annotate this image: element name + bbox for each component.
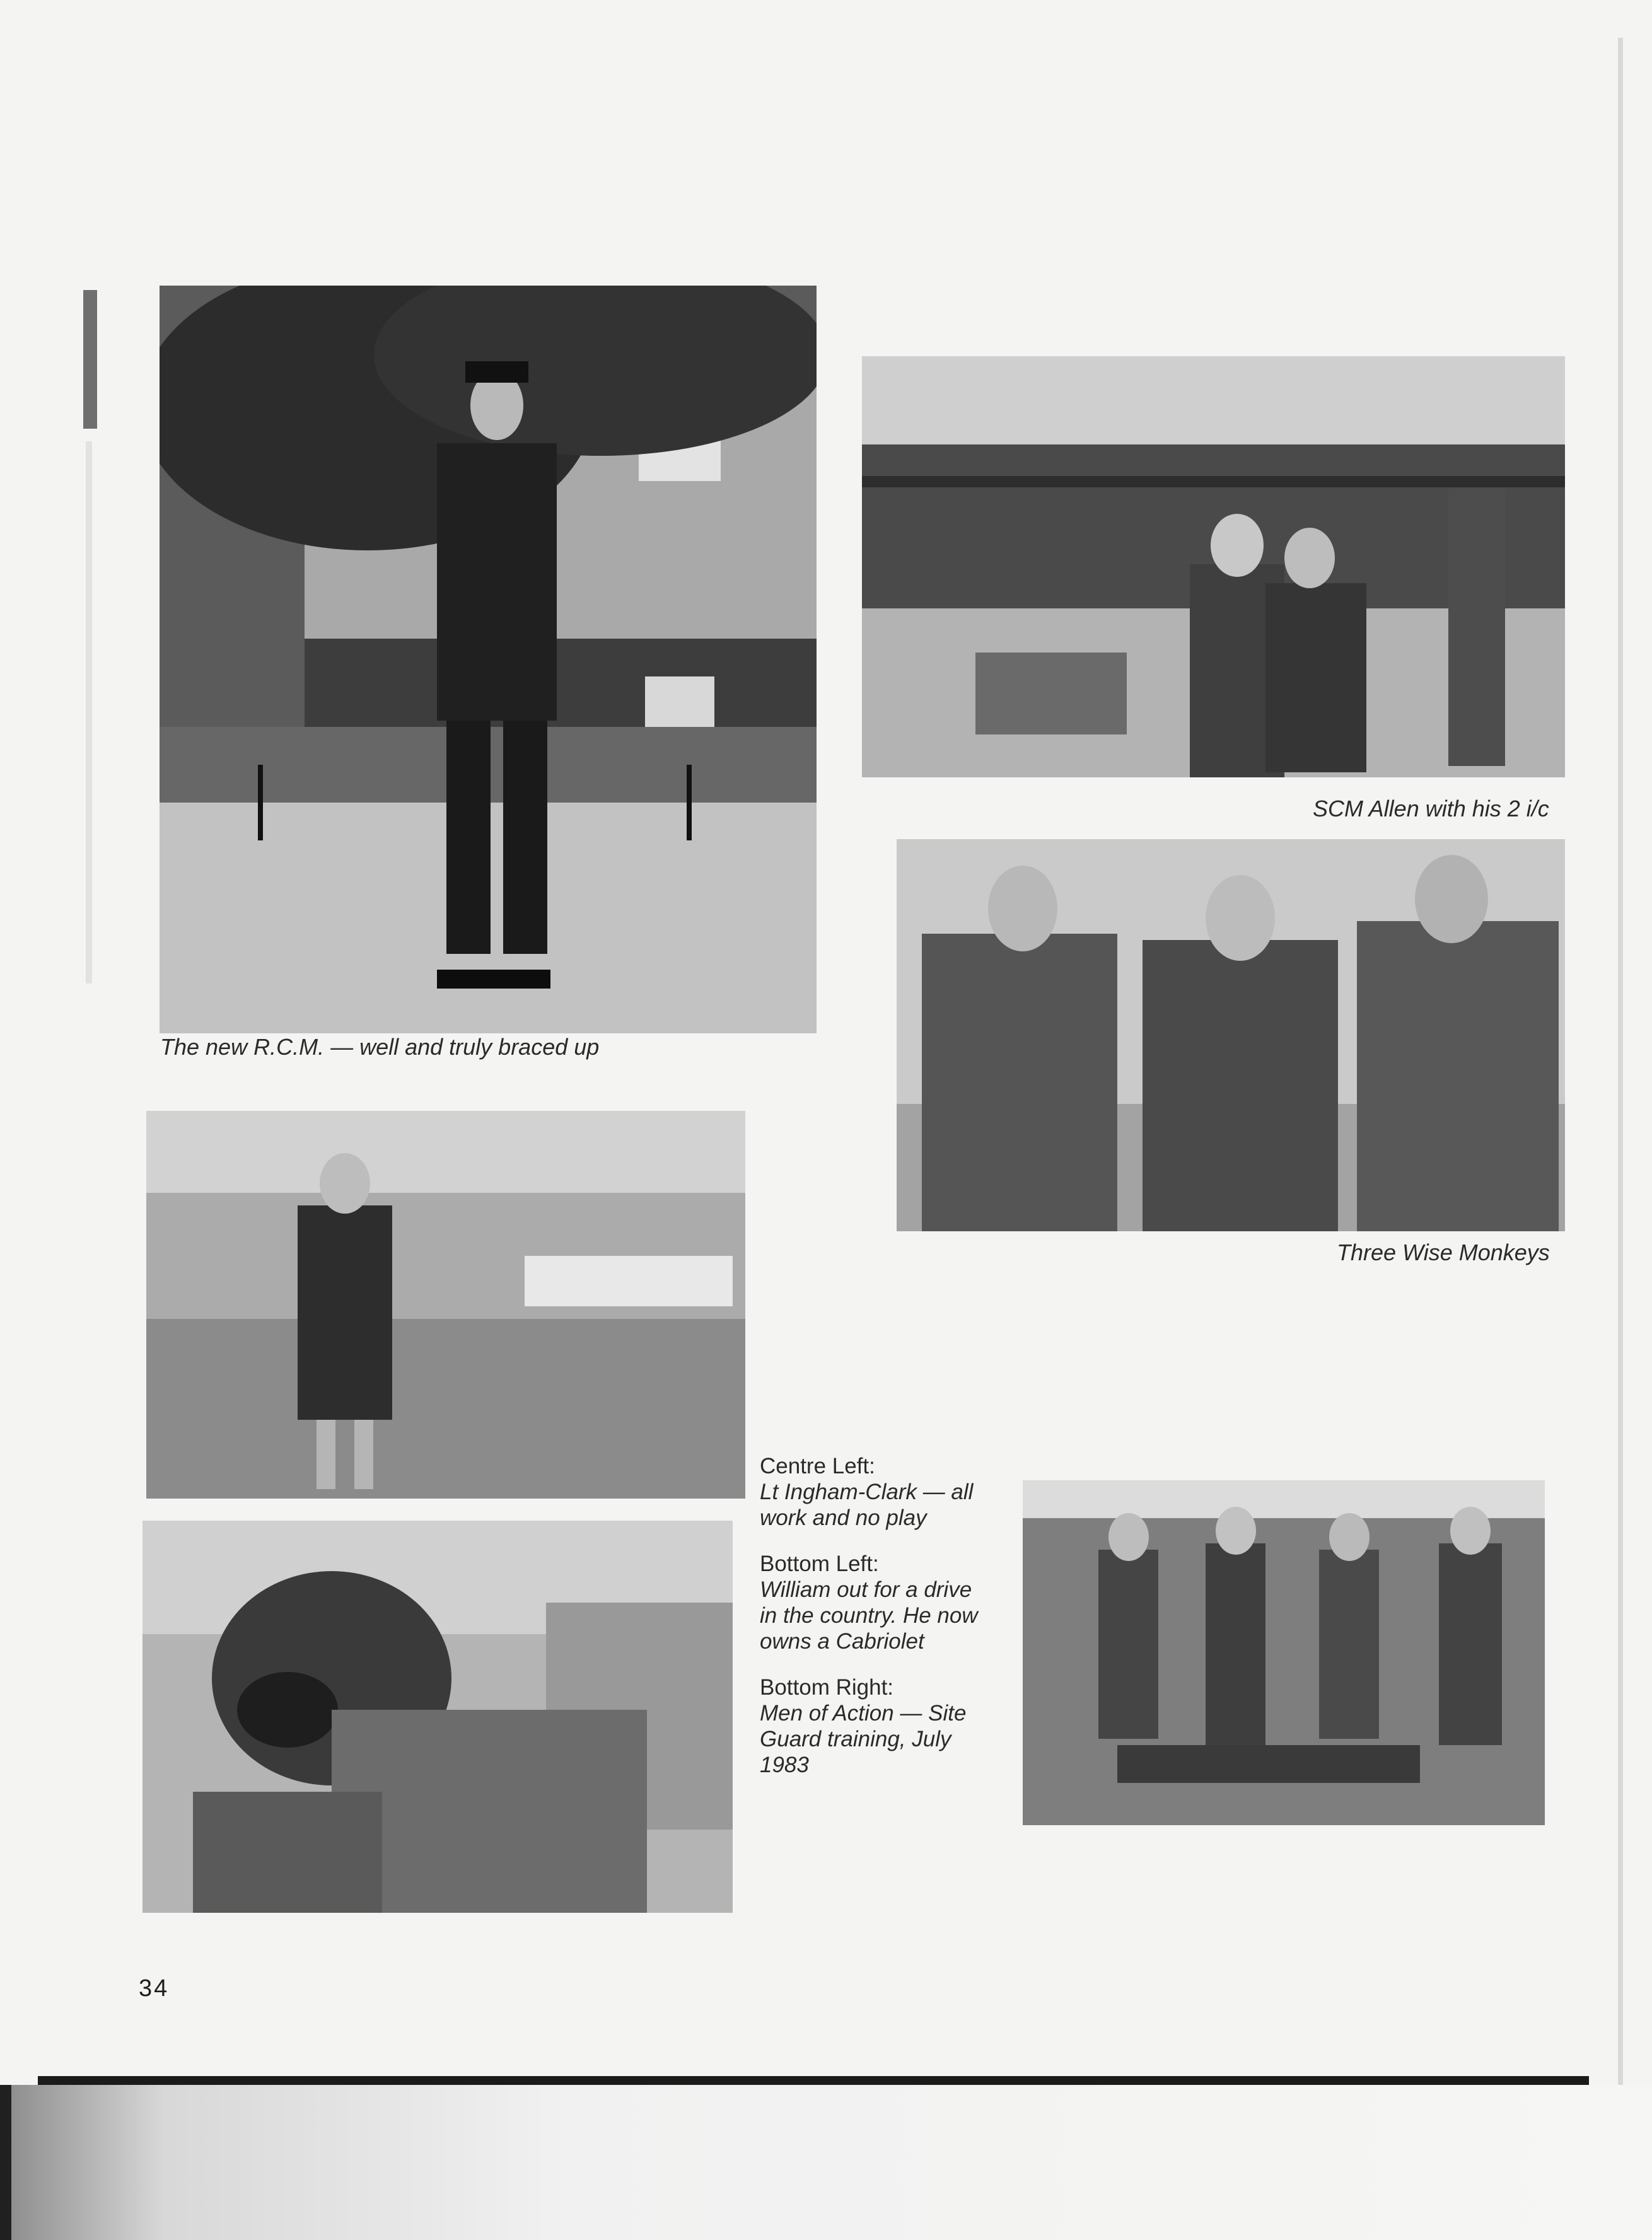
photo-rcm (160, 286, 817, 1033)
side-captions (760, 1453, 1025, 1798)
caption-centre-left-heading: Centre Left: (760, 1454, 875, 1478)
caption-bottom-left-text: William out for a drive in the country. He now owns a Cabriolet (760, 1577, 978, 1654)
page-edge-left-light (86, 441, 92, 984)
photo-bottom-left (143, 1521, 733, 1913)
page-number: 34 (139, 1975, 170, 2002)
caption-bottom-right-heading: Bottom Right: (760, 1675, 894, 1700)
page-bottom-rule (38, 2076, 1589, 2085)
photo-scm-allen (862, 356, 1565, 777)
photo-centre-left (146, 1111, 745, 1499)
caption-rcm: The new R.C.M. — well and truly braced up (160, 1034, 600, 1060)
caption-bottom-left-heading: Bottom Left: (760, 1552, 879, 1576)
page-edge-left (83, 290, 97, 429)
caption-centre-left-text: Lt Ingham-Clark — all work and no play (760, 1480, 974, 1530)
photo-bottom-right (1023, 1480, 1545, 1825)
page-edge-right (1618, 38, 1623, 2093)
caption-three-wise-monkeys: Three Wise Monkeys (1337, 1239, 1550, 1265)
scan-shadow (0, 2085, 1652, 2240)
photo-three-wise-monkeys (897, 839, 1565, 1231)
caption-bottom-right-text: Men of Action — Site Guard training, July 1983 (760, 1701, 967, 1777)
caption-scm-allen: SCM Allen with his 2 i/c (1313, 796, 1549, 821)
